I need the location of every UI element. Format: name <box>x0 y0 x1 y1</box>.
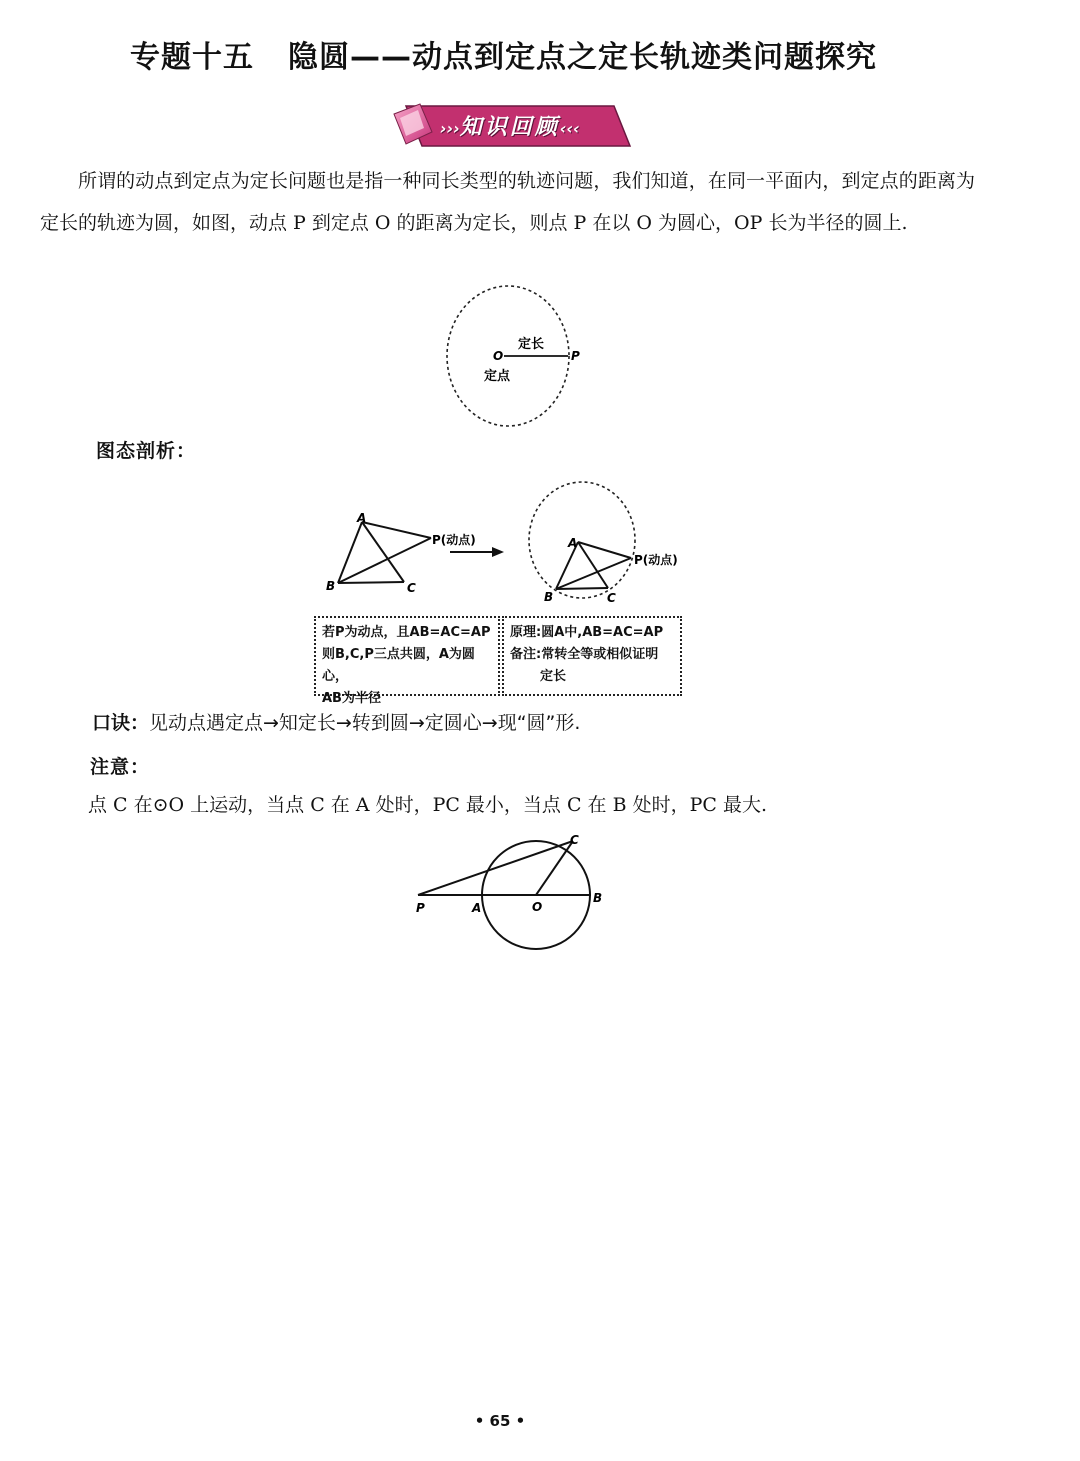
right-label-c: C <box>607 591 616 605</box>
intro-paragraph: 所谓的动点到定点为定长问题也是指一种同长类型的轨迹问题，我们知道，在同一平面内，到定点的距离为定长的轨迹为圆，如图，动点 P 到定点 O 的距离为定长，则点 P 在以 O 为圆心，OP 长为半径的圆上. <box>40 170 975 234</box>
transform-arrow <box>450 547 504 557</box>
label-point-b: B <box>593 891 603 905</box>
label-point-o: O <box>532 900 543 914</box>
right-circle-figure <box>529 482 678 605</box>
note-right-line3: 定长 <box>540 669 567 684</box>
label-point-a: A <box>472 901 482 915</box>
label-o: O <box>493 349 504 363</box>
attention-text: 点 C 在⊙O 上运动，当点 C 在 A 处时，PC 最小，当点 C 在 B 处时，PC 最大. <box>88 794 767 816</box>
analysis-heading: 图态剖析： <box>96 440 197 462</box>
page-number: • 65 • <box>474 1412 526 1430</box>
banner-label: 知识回顾 <box>459 115 560 140</box>
attention-heading: 注意： <box>90 756 151 778</box>
section-banner <box>392 102 632 150</box>
banner-title <box>440 110 620 141</box>
rhyme-label: 口诀： <box>92 712 150 734</box>
line-oc <box>536 841 573 895</box>
page-title <box>130 32 990 76</box>
title-topic-name: 隐圆——动点到定点之定长轨迹类问题探究 <box>288 40 877 75</box>
note-left-line3: AB为半径 <box>322 691 381 706</box>
note-box-principle <box>502 616 682 696</box>
left-label-p: P(动点) <box>432 533 476 547</box>
banner-arrows-left: ››› <box>440 119 460 138</box>
rhyme-text: 见动点遇定点→知定长→转到圆→定圆心→现“圆”形. <box>149 712 581 734</box>
label-fixed-point: 定点 <box>484 369 511 384</box>
note-box-condition <box>314 616 500 706</box>
label-point-c: C <box>570 833 579 847</box>
label-fixed-length: 定长 <box>518 337 545 352</box>
note-left-line2: 则B,C,P三点共圆，A为圆心， <box>322 647 475 684</box>
label-p: P <box>571 349 580 363</box>
triangle-analysis-diagram <box>318 480 698 610</box>
figure-min-max-distance <box>408 828 618 962</box>
note-right-line2: 备注:常转全等或相似证明 <box>510 647 659 662</box>
line-pc <box>418 841 573 895</box>
right-label-b: B <box>544 590 554 604</box>
banner-arrows-right: ‹‹‹ <box>559 119 580 138</box>
title-topic-number: 专题十五 <box>130 40 254 75</box>
label-point-p: P <box>416 901 425 915</box>
note-left-line1: 若P为动点，且AB=AC=AP <box>322 625 491 640</box>
note-right-line1: 原理:圆A中,AB=AC=AP <box>510 625 664 640</box>
left-label-a: A <box>357 511 367 525</box>
rhyme-line <box>92 708 580 735</box>
right-label-a: A <box>568 536 578 550</box>
circle-radius-diagram <box>440 282 580 432</box>
left-label-b: B <box>326 579 336 593</box>
min-max-distance-diagram <box>408 828 618 958</box>
left-label-c: C <box>407 581 416 595</box>
figure-circle-radius <box>440 282 580 436</box>
right-label-p: P(动点) <box>634 553 678 567</box>
figure-triangle-analysis <box>318 480 698 614</box>
